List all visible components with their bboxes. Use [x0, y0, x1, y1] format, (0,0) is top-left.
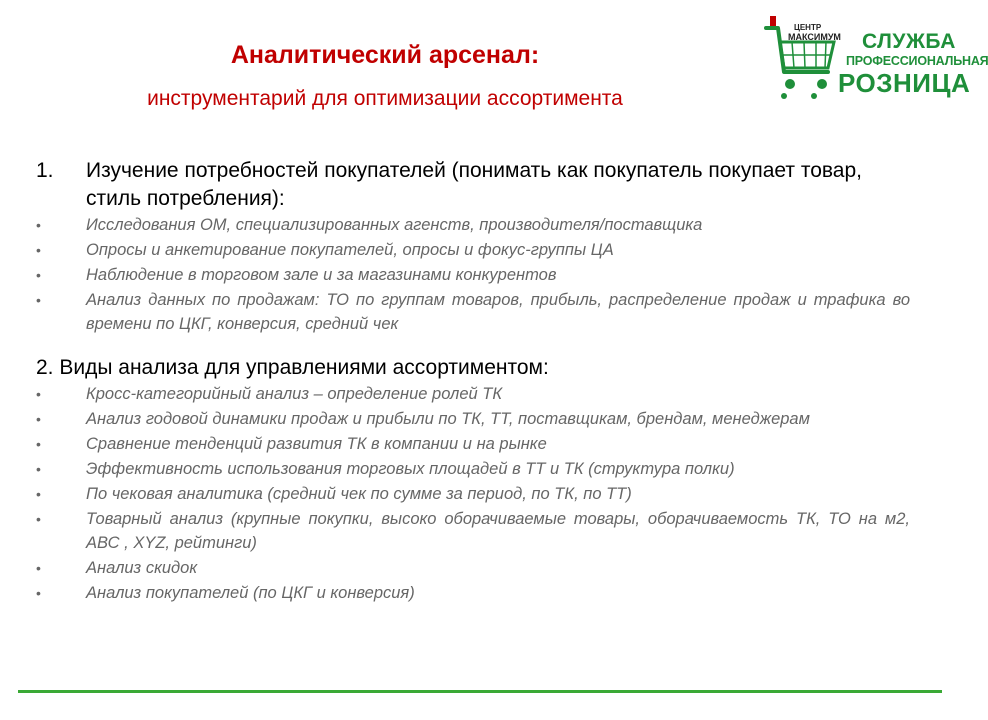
logo-brand-label: МАКСИМУМ [788, 32, 841, 42]
list-item [36, 482, 910, 506]
bullet-icon: • [36, 511, 41, 527]
logo-line-3: РОЗНИЦА [838, 68, 971, 98]
page-subtitle: инструментарий для оптимизации ассортимента [147, 87, 623, 110]
bullet-icon: • [36, 585, 41, 601]
list-item-text: По чековая аналитика (средний чек по сумме за период, по ТК, по ТТ) [86, 485, 632, 503]
list-item-text: Опросы и анкетирование покупателей, опросы и фокус-группы ЦА [86, 241, 614, 259]
bullet-icon: • [36, 217, 41, 233]
bullet-icon: • [36, 436, 41, 452]
list-item-text: Товарный анализ (крупные покупки, высоко оборачиваемые товары, оборачиваемость ТК, ТО на м2, АВС , XYZ, рейтинги) [86, 510, 910, 552]
list-item-text: Сравнение тенденций развития ТК в компании и на рынке [86, 435, 547, 453]
list-item-text: Исследования ОМ, специализированных агенств, производителя/поставщика [86, 216, 703, 234]
section-1-text: Изучение потребностей покупателей (понимать как покупатель покупает товар, стиль потребления): [86, 159, 862, 210]
list-item [36, 263, 910, 287]
list-item [36, 581, 910, 605]
bullet-icon: • [36, 560, 41, 576]
logo-line-1: СЛУЖБА [862, 30, 956, 53]
logo-line-2: ПРОФЕССИОНАЛЬНАЯ [846, 54, 988, 68]
bullet-icon: • [36, 486, 41, 502]
logo-center-label: ЦЕНТР [794, 23, 822, 32]
list-item [36, 382, 910, 406]
list-item-text: Эффективность использования торговых площадей в ТТ и ТК (структура полки) [86, 460, 735, 478]
section-2-heading: 2. Виды анализа для управлениями ассортиментом: [36, 356, 549, 379]
section-1-heading [36, 157, 910, 213]
list-item [36, 288, 910, 336]
list-item-text: Анализ данных по продажам: ТО по группам товаров, прибыль, распределение продаж и трафика во времени по ЦКГ, конверсия, средний чек [86, 291, 910, 333]
company-logo [762, 12, 988, 104]
bullet-icon: • [36, 411, 41, 427]
list-item [36, 457, 910, 481]
bullet-icon: • [36, 267, 41, 283]
list-item [36, 213, 910, 237]
list-item-text: Анализ покупателей (по ЦКГ и конверсия) [86, 584, 415, 602]
list-item [36, 432, 910, 456]
list-item [36, 238, 910, 262]
bullet-icon: • [36, 292, 41, 308]
section-1-number: 1. [36, 159, 54, 182]
list-item [36, 407, 910, 431]
list-item-text: Кросс-категорийный анализ – определение ролей ТК [86, 385, 503, 403]
bottom-divider [18, 690, 942, 693]
list-item-text: Наблюдение в торговом зале и за магазинами конкурентов [86, 266, 557, 284]
list-item-text: Анализ годовой динамики продаж и прибыли по ТК, ТТ, поставщикам, брендам, менеджерам [86, 410, 810, 428]
bullet-icon: • [36, 242, 41, 258]
title-block [40, 40, 730, 112]
bullet-icon: • [36, 386, 41, 402]
bullet-icon: • [36, 461, 41, 477]
page-title: Аналитический арсенал: [230, 41, 540, 69]
slide-content [36, 157, 910, 605]
list-item [36, 507, 910, 555]
list-item-text: Анализ скидок [86, 559, 198, 577]
list-item [36, 556, 910, 580]
